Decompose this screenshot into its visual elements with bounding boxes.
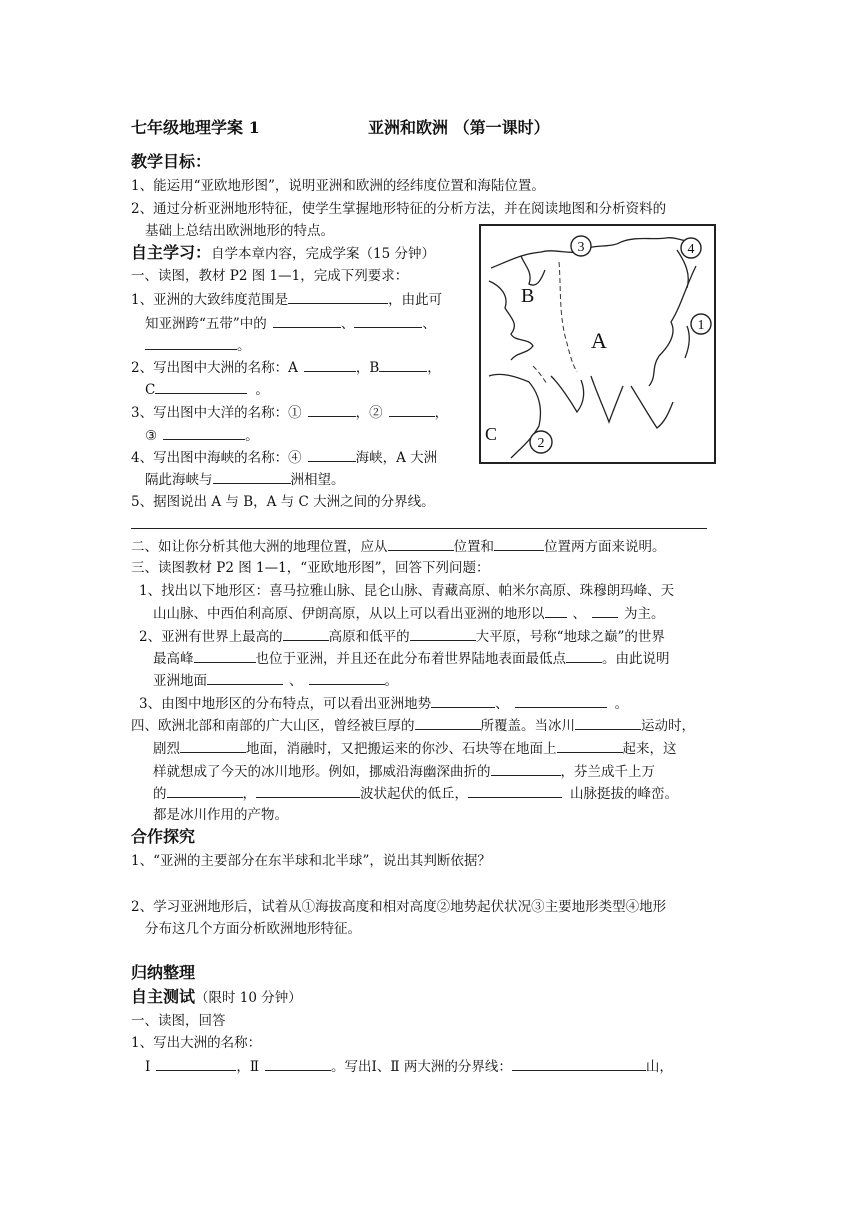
t2-text5: 也位于亚洲，并且还在此分布着世界陆地表面最低点 [255,651,566,667]
blank-surface-2[interactable] [309,671,385,685]
goal-2a: 2、通过分析亚洲地形特征，使学生掌握地形特征的分析方法，并在阅读地图和分析资料的 [131,201,667,217]
s2-text: 二、如让你分析其他大洲的地理位置，应从 [131,539,388,555]
s4-text4: 剧烈 [153,741,180,757]
t2-text4: 最高峰 [153,651,194,667]
q1-text: 1、亚洲的大致纬度范围是 [131,292,289,308]
s2-text3: 位置两方面来说明。 [544,539,666,555]
question-1-line2 [145,314,436,333]
t2-text7: 亚洲地面 [153,673,207,689]
t3-sep: 、 [495,696,509,712]
test-r3-text3: 。写出Ⅰ、Ⅱ 两大洲的分界线： [331,1059,512,1075]
question-2-line1 [131,358,441,377]
map-marker-3-text: 3 [577,240,585,255]
blank-continent-II[interactable] [265,1057,331,1071]
q2-text2: ，B [355,360,380,376]
terrain-q2-line3 [153,671,398,690]
blank-terrain-2[interactable] [592,604,618,618]
map-label-A: A [591,328,607,353]
t2-end: 。 [384,673,398,689]
test-r2: 1、写出大洲的名称： [131,1035,262,1051]
q4-text: 4、写出图中海峡的名称：④ [131,450,302,466]
doc-title-right: 亚洲和欧洲 （第一课时） [368,118,550,137]
q4-end: 洲相望。 [290,472,345,488]
t2-text6: 。由此说明 [602,651,670,667]
t2-text2: 高原和低平的 [328,629,410,645]
map-label-B: B [521,285,535,307]
s4-text6: 起来，这 [622,741,677,757]
blank-glacier-move[interactable] [575,716,641,730]
answer-line-q5[interactable] [131,528,707,529]
blank-terrain-1[interactable] [545,604,567,618]
q1-text2: ，由此可 [388,292,443,308]
test-line [131,988,302,1007]
blank-hills[interactable] [256,784,360,798]
s4-text5: 地面，消融时，又把搬运来的你沙、石块等在地面上 [246,741,557,757]
s4-text11: 山脉挺拔的峰峦。 [570,786,678,802]
blank-highest-plateau[interactable] [283,627,329,641]
test-r3 [145,1057,673,1076]
goals-heading: 教学目标： [131,152,212,171]
blank-ocean-3[interactable] [163,426,245,440]
section-1-title: 一、读图，教材 P2 图 1—1，完成下列要求： [131,268,409,284]
q3-text3: ③ [145,428,158,444]
q3-text: 3、写出图中大洋的名称：① [131,405,302,421]
q2-text: 2、写出图中大洲的名称：A [131,360,298,376]
t1-sep: 、 [572,606,586,622]
blank-fjord[interactable] [491,762,561,776]
question-4-line2 [145,470,345,489]
blank-strait[interactable] [308,448,356,462]
coop-q1: 1、“亚洲的主要部分在东半球和北半球”，说出其判断依据？ [131,853,491,869]
map-label-C: C [485,424,498,444]
q2-sep: ， [427,360,441,376]
terrain-q1-line2 [153,604,665,623]
question-2-line2 [145,380,269,399]
question-3-line1 [131,403,448,422]
s4-text7: 样就想成了今天的冰川地形。例如，挪威沿海幽深曲折的 [153,764,491,780]
q3-sep: ， [434,405,449,421]
q4-text2: 海峡，A 大洲 [355,450,438,466]
blank-lowest-point[interactable] [566,649,602,663]
s4-text2: 所覆盖。当冰川 [480,718,575,734]
q3-text2: ，② [355,405,383,421]
terrain-q2-line1 [139,627,665,646]
self-study-line [131,244,435,263]
q3-end: 。 [245,428,259,444]
test-r3-text: Ⅰ [145,1059,151,1075]
question-5: 5、据图说出 A 与 B，A 与 C 大洲之间的分界线。 [131,494,435,510]
terrain-q3 [139,694,628,713]
self-study-note: 自学本章内容，完成学案（15 分钟） [211,246,435,262]
goal-2b: 基础上总结出欧洲地形的特点。 [145,223,334,239]
blank-position-1[interactable] [388,537,454,551]
section-2 [131,537,666,556]
test-note: （限时 10 分钟） [195,990,302,1006]
t2-sep: 、 [289,673,303,689]
section-4-line2 [153,739,677,758]
blank-facing-continent[interactable] [213,470,291,484]
blank-deposit[interactable] [557,739,623,753]
q4-text3: 隔此海峡与 [145,472,213,488]
coop-q2b: 分布这几个方面分析欧洲地形特征。 [145,921,361,937]
question-3-line2 [145,426,259,445]
blank-surface-1[interactable] [207,671,283,685]
blank-boundary-mountain[interactable] [512,1057,646,1071]
s2-text2: 位置和 [453,539,494,555]
q1-end: 。 [237,338,251,354]
map-marker-2-text: 2 [537,436,545,451]
q1-sep2: 、 [422,316,436,332]
test-r3-text2: ，Ⅱ [236,1059,260,1075]
t1-text: 山山脉、中西伯利高原、伊朗高原，从以上可以看出亚洲的地形以 [153,606,545,622]
asia-east-coast [649,266,696,386]
map-marker-1-text: 1 [697,318,705,333]
test-r1: 一、读图，回答 [131,1013,226,1029]
t3-end: 。 [614,696,629,712]
coop-heading: 合作探究 [131,827,196,846]
coop-q2a: 2、学习亚洲地形后，试着从①海拔高度和相对高度②地势起伏状况③主要地形类型④地形 [131,899,667,915]
q1-text3: 知亚洲跨“五带”中的 [145,316,267,332]
southeast-asia [631,386,673,428]
blank-position-2[interactable] [494,537,544,551]
blank-erosion[interactable] [180,739,246,753]
section-4-line3 [153,762,655,781]
s4-text9: 的 [153,786,167,802]
t2-text3: 大平原，号称“地球之巅”的世界 [475,629,665,645]
arabia [551,376,584,412]
t3-text: 3、由图中地形区的分布特点，可以看出亚洲地势 [139,696,432,712]
goal-1: 1、能运用“亚欧地形图”，说明亚洲和欧洲的经纬度位置和海陆位置。 [131,178,545,194]
blank-zone-3[interactable] [145,336,237,350]
section-4-line5: 都是冰川作用的产物。 [153,807,288,823]
boundary-ural [559,262,577,372]
blank-covered-by[interactable] [415,716,481,730]
question-4-line1 [131,448,437,467]
blank-continent-I[interactable] [156,1057,236,1071]
map-drawing [481,226,714,462]
section-4-line1 [131,716,695,735]
q1-sep: 、 [340,316,355,332]
blank-zone-1[interactable] [273,314,341,328]
blank-ocean-1[interactable] [308,403,356,417]
blank-plain[interactable] [410,627,476,641]
doc-title-left: 七年级地理学案 1 [131,118,260,137]
blank-highest-peak[interactable] [194,649,256,663]
s4-text10: 波状起伏的低丘， [360,786,468,802]
blank-relief-1[interactable] [431,694,495,708]
s4-sep: ， [242,786,256,802]
section-4-line4 [153,784,678,803]
test-r3-end: 山， [645,1059,673,1075]
coastline-north [491,238,696,268]
t2-text: 2、亚洲有世界上最高的 [139,629,283,645]
terrain-q1-line1: 1、找出以下地形区：喜马拉雅山脉、昆仑山脉、青藏高原、帕米尔高原、珠穆朗玛峰、天 [139,583,675,599]
blank-lakes[interactable] [167,784,243,798]
blank-zone-2[interactable] [354,314,422,328]
test-heading: 自主测试 [131,987,196,1006]
blank-continent-b[interactable] [379,358,427,372]
s4-text: 四、欧洲北部和南部的广大山区，曾经被巨厚的 [131,718,415,734]
asia-europe-map [479,224,716,464]
blank-continent-a[interactable] [304,358,356,372]
self-study-heading: 自主学习： [131,243,212,262]
question-1-line1 [131,290,442,309]
blank-ocean-2[interactable] [389,403,435,417]
s4-text3: 运动时， [641,718,695,734]
boundary-suez [533,366,547,384]
blank-mountains[interactable] [468,784,562,798]
q2-text3: C [145,382,156,398]
question-1-line3 [145,336,251,355]
india [591,376,623,422]
summary-heading: 归纳整理 [131,963,196,982]
japan [685,326,689,358]
blank-latitude[interactable] [288,290,388,304]
scandinavia [521,256,545,285]
blank-continent-c[interactable] [155,380,247,394]
section-3-title: 三、读图教材 P2 图 1—1，“亚欧地形图”，回答下列问题： [131,560,490,576]
blank-relief-2[interactable] [515,694,607,708]
terrain-q2-line2 [153,649,670,668]
t1-end: 为主。 [624,606,665,622]
s4-text8: ，芬兰成千上万 [560,764,655,780]
map-marker-4-text: 4 [687,242,695,257]
q2-end: 。 [255,382,269,398]
